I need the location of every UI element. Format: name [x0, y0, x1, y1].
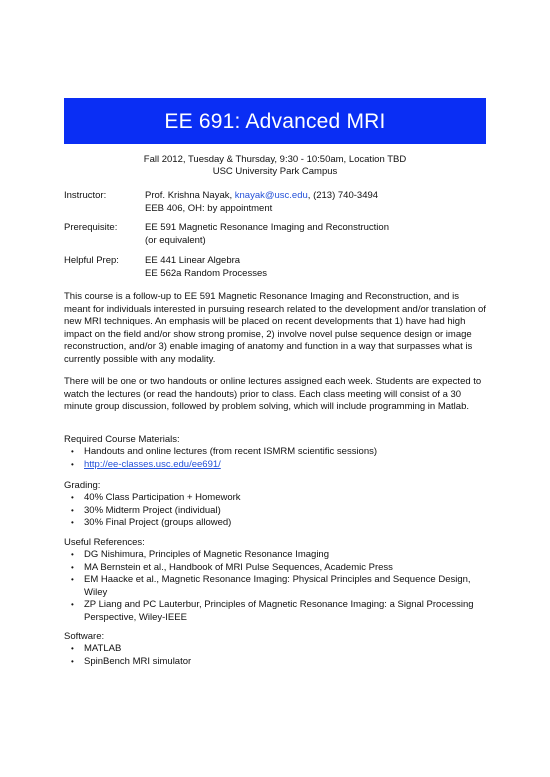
references-list	[71, 549, 481, 624]
prerequisite-line-1: EE 591 Magnetic Resonance Imaging and Reconstruction	[145, 222, 389, 233]
bullet-icon: •	[71, 600, 74, 609]
list-item-text: SpinBench MRI simulator	[84, 655, 192, 667]
software-list	[71, 643, 481, 668]
list-item	[71, 459, 481, 472]
bullet-icon: •	[71, 562, 74, 572]
list-item-text: Handouts and online lectures (from recent ISMRM scientific sessions)	[84, 446, 378, 457]
instructor-row	[64, 190, 486, 216]
list-item	[71, 549, 481, 562]
helpful-prep-line-2: EE 562a Random Processes	[145, 267, 267, 279]
helpful-prep-line-1: EE 441 Linear Algebra	[145, 255, 241, 266]
instructor-name: Prof. Krishna Nayak,	[145, 190, 235, 201]
software-title: Software:	[64, 631, 105, 642]
bullet-icon: •	[71, 550, 74, 559]
instructor-label: Instructor:	[64, 190, 107, 201]
prerequisite-label: Prerequisite:	[64, 222, 118, 233]
course-description: This course is a follow-up to EE 591 Magnetic Resonance Imaging and Reconstruction, and is meant for individuals interested in pursuing research related to the development and/or translation of new MRI techniques. An emphasis will be placed on recent developments that 1) have had high impact on the field and/or show strong promise, 2) involve novel pulse sequence design or image reconstruction, and/or 3) enable imaging of anatomy and function in a way that surpasses what is currently possible with any modality.	[64, 291, 486, 365]
list-item-text: 30% Final Project (groups allowed)	[84, 517, 232, 528]
instructor-office: EEB 406, OH: by appointment	[145, 202, 273, 214]
prerequisite-line-2: (or equivalent)	[145, 234, 206, 246]
list-item	[71, 599, 481, 624]
list-item-text: 40% Class Participation + Homework	[84, 492, 241, 503]
title-banner	[64, 98, 486, 144]
helpful-prep-row	[64, 255, 486, 281]
instructor-phone: , (213) 740-3494	[307, 190, 379, 201]
bullet-icon: •	[71, 493, 74, 502]
helpful-prep-value	[145, 255, 485, 280]
course-format: There will be one or two handouts or online lectures assigned each week. Students are expected to watch the lectures (or read the handouts) prior to class. Each class meeting will consist of a 30 minute group discussion, followed by problem solving, which will include programming in Matlab.	[64, 376, 482, 412]
list-item-text: EM Haacke et al., Magnetic Resonance Imaging: Physical Principles and Sequence Design, Wiley	[84, 574, 471, 598]
list-item	[71, 562, 481, 575]
grading-title: Grading:	[64, 480, 101, 491]
bullet-icon: •	[71, 518, 74, 527]
bullet-icon: •	[71, 656, 74, 666]
instructor-line-1	[145, 190, 485, 203]
list-item-text: MA Bernstein et al., Handbook of MRI Pulse Sequences, Academic Press	[84, 561, 393, 573]
schedule-line: Fall 2012, Tuesday & Thursday, 9:30 - 10:50am, Location TBD	[143, 154, 407, 165]
references-title: Useful References:	[64, 537, 145, 548]
campus-line: USC University Park Campus	[212, 166, 338, 177]
grading-list	[71, 492, 481, 530]
list-item	[71, 492, 481, 505]
course-title: EE 691: Advanced MRI	[164, 109, 386, 133]
course-website-link[interactable]: http://ee-classes.usc.edu/ee691/	[84, 458, 221, 470]
list-item-text: MATLAB	[84, 643, 122, 654]
list-item	[71, 574, 481, 599]
helpful-prep-label: Helpful Prep:	[64, 255, 119, 266]
list-item	[71, 517, 481, 530]
list-item-text: ZP Liang and PC Lauterbur, Principles of Magnetic Resonance Imaging: a Signal Processing Perspective, Wiley-IEEE	[84, 599, 474, 623]
prerequisite-row	[64, 222, 486, 248]
instructor-value	[145, 190, 485, 215]
list-item	[71, 643, 481, 656]
prerequisite-value	[145, 222, 485, 247]
list-item	[71, 446, 481, 459]
bullet-icon: •	[71, 459, 74, 469]
required-materials-list	[71, 446, 481, 471]
bullet-icon: •	[71, 575, 74, 584]
bullet-icon: •	[71, 447, 74, 456]
list-item-text: 30% Midterm Project (individual)	[84, 504, 221, 516]
instructor-email-link[interactable]: knayak@usc.edu	[234, 190, 308, 201]
list-item-text: DG Nishimura, Principles of Magnetic Resonance Imaging	[84, 549, 329, 560]
bullet-icon: •	[71, 644, 74, 653]
required-materials-title: Required Course Materials:	[64, 434, 180, 445]
list-item	[71, 505, 481, 518]
list-item	[71, 656, 481, 669]
bullet-icon: •	[71, 505, 74, 515]
